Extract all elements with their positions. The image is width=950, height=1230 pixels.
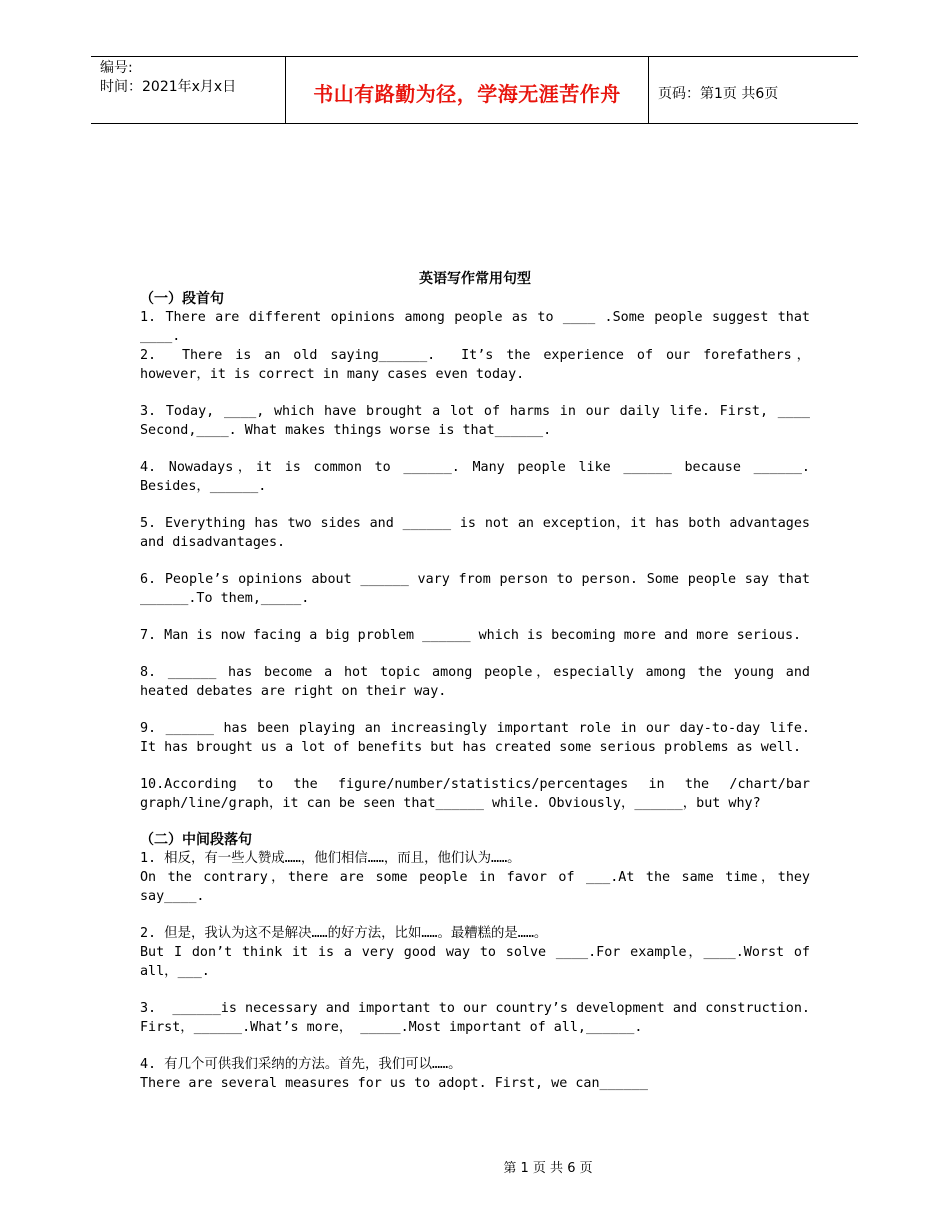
document-header <box>91 56 858 124</box>
document-body <box>140 270 819 1093</box>
list-item: 10.According to the figure/number/statistics/percentages in the /chart/bar graph/line/graph，it can be seen that______ while. Obviously，______，but why? <box>140 777 819 811</box>
section-heading-opening: （一）段首句 <box>140 291 224 307</box>
list-item: 4. Nowadays，it is common to ______. Many people like ______ because ______. Besides，______. <box>140 460 819 494</box>
list-item: 7. Man is now facing a big problem ______ which is becoming more and more serious. <box>140 628 802 643</box>
section-heading-middle: （二）中间段落句 <box>140 832 252 848</box>
code-label: 编号: <box>100 60 133 76</box>
footer-page-number: 第 1 页 共 6 页 <box>503 1161 593 1176</box>
time-label: 时间：2021年x月x日 <box>100 79 237 95</box>
list-item: 4. 有几个可供我们采纳的方法。首先，我们可以……。 There are several measures for us to adopt. First, we can______ <box>140 1057 648 1091</box>
list-item: 6. People’s opinions about ______ vary from person to person. Some people say that ______.To them,_____. <box>140 572 819 606</box>
list-item: 1. There are different opinions among people as to ____ .Some people suggest that ____. <box>140 310 819 344</box>
header-meta <box>91 57 286 123</box>
list-item: 8. ______ has become a hot topic among people，especially among the young and heated debates are right on their way. <box>140 665 819 699</box>
motto: 书山有路勤为径，学海无涯苦作舟 <box>313 81 621 106</box>
page-info: 页码：第1页 共6页 <box>658 86 779 102</box>
list-item: 3. Today, ____, which have brought a lot of harms in our daily life. First, ____ Second,____. What makes things worse is that______. <box>140 404 819 438</box>
list-item: 2. 但是，我认为这不是解决……的好方法，比如……。最糟糕的是……。 But I don’t think it is a very good way to solve ____.For example，____.Worst of all，___. <box>140 926 810 979</box>
list-item: 3. ______is necessary and important to our country’s development and construction. First，______.What’s more， _____.Most important of all,______. <box>140 1001 819 1035</box>
header-motto-cell <box>286 57 649 123</box>
list-item: 2. There is an old saying______. It’s the experience of our forefathers，however，it is correct in many cases even today. <box>140 348 810 382</box>
header-page-info <box>649 60 858 126</box>
page-footer <box>0 1157 950 1176</box>
list-item: 1. 相反，有一些人赞成……，他们相信……，而且，他们认为……。 On the contrary，there are some people in favor of ___.At the same time，they say____. <box>140 851 810 904</box>
document-title: 英语写作常用句型 <box>419 271 531 287</box>
list-item: 5. Everything has two sides and ______ is not an exception，it has both advantages and disadvantages. <box>140 516 819 550</box>
list-item: 9. ______ has been playing an increasingly important role in our day-to-day life. It has brought us a lot of benefits but has created some serious problems as well. <box>140 721 819 755</box>
